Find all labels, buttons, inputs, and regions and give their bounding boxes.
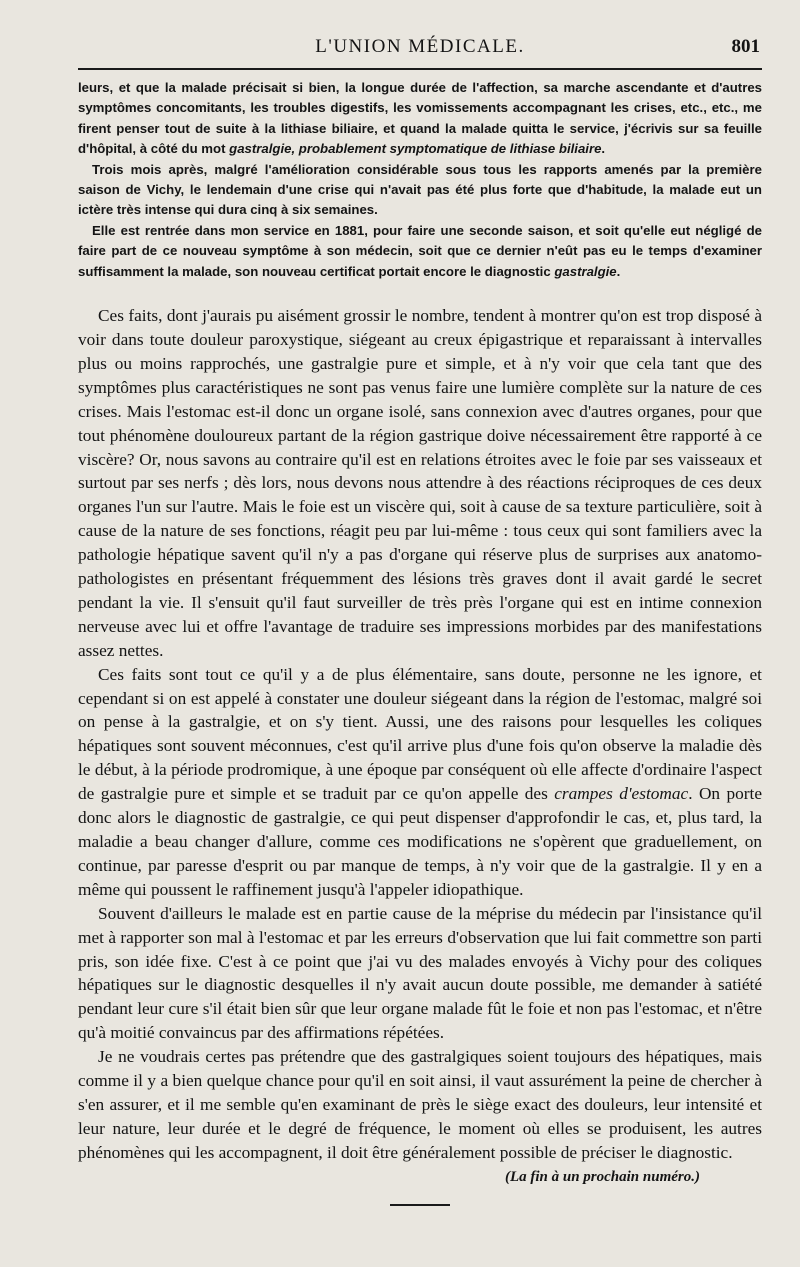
case-paragraph: Elle est rentrée dans mon service en 1881, pour faire une seconde saison, et soit qu'elle eut négligé de faire part de ce nouveau symptôme à son médecin, soit que ce dernier n'eût pas eu le temps d'examiner suffisamment la malade, son nouveau certificat portait encore le diagnostic gastralgie. xyxy=(78,222,762,279)
body-paragraph: Ces faits, dont j'aurais pu aisément grossir le nombre, tendent à montrer qu'on est trop disposé à voir dans toute douleur paroxystique, siégeant au creux épigastrique et reparaissant à intervalles plus ou moins rapprochés, une gastralgie pure et simple, et à n'y voir que cela tant que des symptômes plus caractéristiques ne sont pas venus faire une lumière complète sur la nature de ces crises. Mais l'estomac est-il donc un organe isolé, sans connexion avec d'autres organes, pour que tout phénomène douloureux partant de la région gastrique doive nécessairement être rapporté à ce viscère? Or, nous savons au contraire qu'il est en relations étroites avec le foie par ses vaisseaux et surtout par ses nerfs ; dès lors, nous devons nous attendre à des réactions réciproques de ces deux organes l'un sur l'autre. Mais le foie est un viscère qui, soit à cause de sa texture particulière, soit à cause de la nature de ses fonctions, réagit peu par lui-même : tous ceux qui sont familiers avec la pathologie hépatique savent qu'il n'y a pas d'organe qui réserve plus de surprises aux anatomo-pathologistes en présentant fréquemment des lésions très graves dont il avait gardé le secret pendant la vie. Il s'ensuit qu'il faut surveiller de très près l'organe qui est en intime connexion nerveuse avec lui et offre l'avantage de traduire ses impressions morbides par des manifestations assez nettes. xyxy=(78,306,762,660)
case-paragraph: Trois mois après, malgré l'amélioration considérable sous tous les rapports amenés par la première saison de Vichy, le lendemain d'une crise qui n'avait pas été plus forte que d'habitude, la malade eut un ictère très intense qui dura cinq à six semaines. xyxy=(78,161,762,218)
page-number: 801 xyxy=(731,36,760,57)
body-paragraph: Je ne voudrais certes pas prétendre que des gastralgiques soient toujours des hépatiques, mais comme il y a bien quelque chance pour qu'il en soit ainsi, il vaut assurément la peine de chercher à s'en assurer, et il me semble qu'en examinant de près le siège exact des douleurs, leur intensité et leur nature, leur durée et le degré de fréquence, le moment où elles se produisent, les autres phénomènes qui les accompagnent, il doit être généralement possible de préciser le diagnostic. xyxy=(78,1047,762,1162)
page-header xyxy=(78,32,762,68)
case-report-section xyxy=(78,78,762,282)
body-paragraph: Ces faits sont tout ce qu'il y a de plus élémentaire, sans doute, personne ne les ignore, et cependant si on est appelé à constater une douleur siégeant dans la région de l'estomac, malgré soi on pense à la gastralgie, et on s'y tient. Aussi, une des raisons pour lesquelles les coliques hépatiques sont souvent méconnues, c'est qu'il arrive plus d'une fois qu'on observe la maladie dès le début, à la période prodromique, à une époque par conséquent où elle affecte d'ordinaire l'aspect de gastralgie pure et simple et se traduit par ce qu'on appelle des crampes d'estomac. On porte donc alors le diagnostic de gastralgie, ce qui peut dispenser d'approfondir le cas, et, plus tard, la maladie a beau changer d'allure, comme ces modifications ne s'opèrent que graduellement, on continue, par paresse d'esprit ou par manque de temps, à n'y voir que de la gastralgie. Il y en a même qui poussent le raffinement jusqu'à l'appeler idiopathique. xyxy=(78,664,762,899)
journal-title: L'UNION MÉDICALE. xyxy=(315,36,525,57)
header-rule xyxy=(78,68,762,70)
continuation-note: (La fin à un prochain numéro.) xyxy=(504,1168,700,1185)
end-rule xyxy=(390,1204,450,1206)
body-paragraph: Souvent d'ailleurs le malade est en partie cause de la méprise du médecin par l'insistance qu'il met à rapporter son mal à l'estomac et par les erreurs d'observation que lui fait commettre son parti pris, son idée fixe. C'est à ce point que j'ai vu des malades envoyés à Vichy pour des coliques hépatiques sur le diagnostic desquelles il n'y avait aucun doute possible, me demander à satiété pendant leur cure s'il était bien sûr que leur organe malade fût le foie et non pas l'estomac, et n'être qu'à moitié convaincus par des affirmations répétées. xyxy=(78,903,762,1043)
case-paragraph: leurs, et que la malade précisait si bien, la longue durée de l'affection, sa marche ascendante et d'autres symptômes concomitants, les troubles digestifs, les vomissements accompagnant les crises, etc., etc., me firent penser tout de suite à la lithiase biliaire, et quand la malade quitta le service, j'écrivis sur sa feuille d'hôpital, à côté du mot gastralgie, probablement symptomatique de lithiase biliaire. xyxy=(78,80,762,157)
body-section xyxy=(78,304,762,1165)
